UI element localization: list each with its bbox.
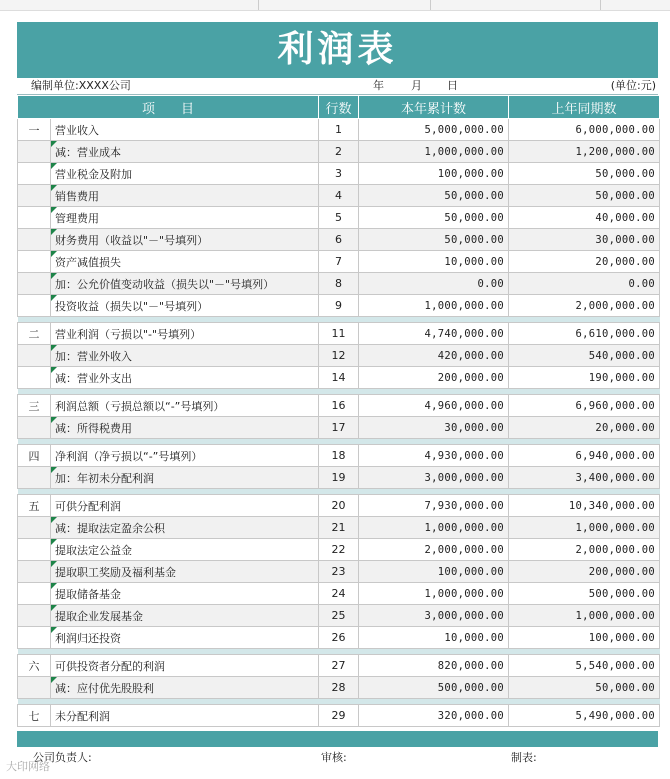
section-number-cell[interactable]: 三 [18,395,51,417]
table-row [18,561,660,583]
line-number-cell[interactable]: 2 [319,141,359,163]
current-year-cell[interactable]: 50,000.00 [359,229,509,251]
item-name-cell[interactable]: 销售费用 [51,185,319,207]
line-number-cell[interactable]: 9 [319,295,359,317]
table-row [18,185,660,207]
table-row [18,467,660,489]
item-name-cell[interactable]: 利润归还投资 [51,627,319,649]
prior-year-cell[interactable]: 0.00 [509,273,660,295]
table-row [18,605,660,627]
current-year-cell[interactable]: 100,000.00 [359,163,509,185]
day-label: 日 [447,79,458,92]
section-number-cell[interactable] [18,273,51,295]
section-number-cell[interactable]: 五 [18,495,51,517]
current-year-cell[interactable]: 50,000.00 [359,185,509,207]
table-row [18,323,660,345]
prior-year-cell[interactable]: 3,400,000.00 [509,467,660,489]
prior-year-cell[interactable]: 10,340,000.00 [509,495,660,517]
item-name-cell[interactable]: 财务费用（收益以"－"号填列） [51,229,319,251]
prior-year-cell[interactable]: 50,000.00 [509,185,660,207]
line-number-cell[interactable]: 21 [319,517,359,539]
section-number-cell[interactable] [18,467,51,489]
item-name-cell[interactable]: 减：所得税费用 [51,417,319,439]
line-number-cell[interactable]: 7 [319,251,359,273]
table-row [18,583,660,605]
review-label: 审核: [321,751,347,764]
item-name-cell[interactable]: 资产减值损失 [51,251,319,273]
footer-bar [17,731,658,747]
prior-year-cell[interactable]: 1,200,000.00 [509,141,660,163]
current-year-cell[interactable]: 1,000,000.00 [359,583,509,605]
item-name-cell[interactable]: 减：提取法定盈余公积 [51,517,319,539]
prior-year-cell[interactable]: 5,490,000.00 [509,705,660,727]
line-number-cell[interactable]: 11 [319,323,359,345]
prior-year-cell[interactable]: 540,000.00 [509,345,660,367]
item-name-cell[interactable]: 加：年初未分配利润 [51,467,319,489]
section-number-cell[interactable] [18,539,51,561]
line-number-cell[interactable]: 23 [319,561,359,583]
table-row [18,539,660,561]
month-label: 月 [411,79,422,92]
current-year-cell[interactable]: 4,740,000.00 [359,323,509,345]
prior-year-cell[interactable]: 190,000.00 [509,367,660,389]
item-name-cell[interactable]: 加：公允价值变动收益（损失以"－"号填列） [51,273,319,295]
prior-year-cell[interactable]: 20,000.00 [509,251,660,273]
prior-year-cell[interactable]: 1,000,000.00 [509,605,660,627]
item-name-cell[interactable]: 加：营业外收入 [51,345,319,367]
current-year-cell[interactable]: 500,000.00 [359,677,509,699]
prior-year-cell[interactable]: 6,610,000.00 [509,323,660,345]
section-number-cell[interactable]: 一 [18,119,51,141]
prior-year-cell[interactable]: 6,960,000.00 [509,395,660,417]
section-number-cell[interactable]: 七 [18,705,51,727]
prior-year-cell[interactable]: 1,000,000.00 [509,517,660,539]
table-row [18,229,660,251]
section-number-cell[interactable] [18,605,51,627]
line-number-cell[interactable]: 3 [319,163,359,185]
section-number-cell[interactable] [18,677,51,699]
signature-row [17,750,658,766]
table-row [18,251,660,273]
line-number-cell[interactable]: 14 [319,367,359,389]
line-number-cell[interactable]: 18 [319,445,359,467]
prior-year-cell[interactable]: 50,000.00 [509,163,660,185]
spreadsheet-top-strip [0,0,670,11]
section-number-cell[interactable] [18,163,51,185]
line-number-cell[interactable]: 28 [319,677,359,699]
current-year-cell[interactable]: 320,000.00 [359,705,509,727]
table-row [18,495,660,517]
column-divider [600,0,601,10]
section-number-cell[interactable] [18,561,51,583]
line-number-cell[interactable]: 25 [319,605,359,627]
watermark: 大印网络 [6,760,50,773]
line-number-cell[interactable]: 1 [319,119,359,141]
item-name-cell[interactable]: 投资收益（损失以"－"号填列） [51,295,319,317]
section-number-cell[interactable] [18,295,51,317]
line-number-cell[interactable]: 29 [319,705,359,727]
table-row [18,367,660,389]
section-number-cell[interactable] [18,345,51,367]
current-year-cell[interactable]: 4,960,000.00 [359,395,509,417]
line-number-cell[interactable]: 6 [319,229,359,251]
section-number-cell[interactable] [18,185,51,207]
table-row [18,417,660,439]
section-number-cell[interactable]: 六 [18,655,51,677]
item-name-cell[interactable]: 减：营业成本 [51,141,319,163]
line-number-cell[interactable]: 16 [319,395,359,417]
company-leader-label: 公司负责人: [33,751,92,764]
prior-year-cell[interactable]: 50,000.00 [509,677,660,699]
item-name-cell[interactable]: 减：应付优先股股利 [51,677,319,699]
prior-year-cell[interactable]: 40,000.00 [509,207,660,229]
section-number-cell[interactable]: 四 [18,445,51,467]
header-prior-year: 上年同期数 [509,96,660,119]
unit-label: (单位:元) [610,79,656,92]
current-year-cell[interactable]: 1,000,000.00 [359,295,509,317]
current-year-cell[interactable]: 4,930,000.00 [359,445,509,467]
prior-year-cell[interactable]: 30,000.00 [509,229,660,251]
current-year-cell[interactable]: 100,000.00 [359,561,509,583]
current-year-cell[interactable]: 820,000.00 [359,655,509,677]
item-name-cell[interactable]: 营业利润（亏损以"-"号填列） [51,323,319,345]
item-name-cell[interactable]: 提取企业发展基金 [51,605,319,627]
current-year-cell[interactable]: 7,930,000.00 [359,495,509,517]
item-name-cell[interactable]: 利润总额（亏损总额以“-”号填列） [51,395,319,417]
section-number-cell[interactable] [18,627,51,649]
column-divider [258,0,259,10]
current-year-cell[interactable]: 1,000,000.00 [359,141,509,163]
line-number-cell[interactable]: 19 [319,467,359,489]
line-number-cell[interactable]: 17 [319,417,359,439]
line-number-cell[interactable]: 8 [319,273,359,295]
current-year-cell[interactable]: 5,000,000.00 [359,119,509,141]
prior-year-cell[interactable]: 6,000,000.00 [509,119,660,141]
header-current-year: 本年累计数 [359,96,509,119]
prior-year-cell[interactable]: 5,540,000.00 [509,655,660,677]
table-body [18,119,660,727]
income-statement-table [17,95,660,727]
table-row [18,141,660,163]
item-name-cell[interactable]: 提取法定公益金 [51,539,319,561]
section-number-cell[interactable]: 二 [18,323,51,345]
line-number-cell[interactable]: 26 [319,627,359,649]
prior-year-cell[interactable]: 2,000,000.00 [509,295,660,317]
line-number-cell[interactable]: 20 [319,495,359,517]
line-number-cell[interactable]: 12 [319,345,359,367]
section-number-cell[interactable] [18,141,51,163]
prior-year-cell[interactable]: 6,940,000.00 [509,445,660,467]
section-number-cell[interactable] [18,207,51,229]
current-year-cell[interactable]: 30,000.00 [359,417,509,439]
item-name-cell[interactable]: 提取职工奖励及福利基金 [51,561,319,583]
table-row [18,655,660,677]
header-line: 行数 [319,96,359,119]
table-row [18,395,660,417]
table-row [18,345,660,367]
item-name-cell[interactable]: 营业税金及附加 [51,163,319,185]
current-year-cell[interactable]: 0.00 [359,273,509,295]
section-number-cell[interactable] [18,367,51,389]
company-label: 编制单位:XXXX公司 [31,79,131,92]
line-number-cell[interactable]: 4 [319,185,359,207]
section-number-cell[interactable] [18,583,51,605]
prior-year-cell[interactable]: 100,000.00 [509,627,660,649]
report-title: 利润表 [17,22,658,78]
prior-year-cell[interactable]: 2,000,000.00 [509,539,660,561]
section-number-cell[interactable] [18,251,51,273]
table-row [18,445,660,467]
prior-year-cell[interactable]: 20,000.00 [509,417,660,439]
current-year-cell[interactable]: 10,000.00 [359,627,509,649]
item-name-cell[interactable]: 减：营业外支出 [51,367,319,389]
column-divider [430,0,431,10]
current-year-cell[interactable]: 50,000.00 [359,207,509,229]
year-label: 年 [373,79,384,92]
line-number-cell[interactable]: 22 [319,539,359,561]
current-year-cell[interactable]: 10,000.00 [359,251,509,273]
current-year-cell[interactable]: 3,000,000.00 [359,467,509,489]
table-row [18,119,660,141]
table-row [18,295,660,317]
prior-year-cell[interactable]: 500,000.00 [509,583,660,605]
current-year-cell[interactable]: 200,000.00 [359,367,509,389]
current-year-cell[interactable]: 3,000,000.00 [359,605,509,627]
preparer-label: 制表: [511,751,537,764]
table-row [18,273,660,295]
section-number-cell[interactable] [18,517,51,539]
item-name-cell[interactable]: 可供投资者分配的利润 [51,655,319,677]
section-number-cell[interactable] [18,229,51,251]
current-year-cell[interactable]: 1,000,000.00 [359,517,509,539]
table-row [18,517,660,539]
table-row [18,677,660,699]
table-row [18,163,660,185]
prior-year-cell[interactable]: 200,000.00 [509,561,660,583]
item-name-cell[interactable]: 可供分配利润 [51,495,319,517]
line-number-cell[interactable]: 5 [319,207,359,229]
header-item: 项 目 [18,96,319,119]
item-name-cell[interactable]: 提取储备基金 [51,583,319,605]
item-name-cell[interactable]: 营业收入 [51,119,319,141]
current-year-cell[interactable]: 420,000.00 [359,345,509,367]
report-info-row [17,78,658,95]
item-name-cell[interactable]: 未分配利润 [51,705,319,727]
current-year-cell[interactable]: 2,000,000.00 [359,539,509,561]
table-header-row [18,96,660,119]
section-number-cell[interactable] [18,417,51,439]
line-number-cell[interactable]: 27 [319,655,359,677]
table-row [18,705,660,727]
table-row [18,627,660,649]
item-name-cell[interactable]: 净利润（净亏损以“-”号填列） [51,445,319,467]
item-name-cell[interactable]: 管理费用 [51,207,319,229]
table-row [18,207,660,229]
line-number-cell[interactable]: 24 [319,583,359,605]
